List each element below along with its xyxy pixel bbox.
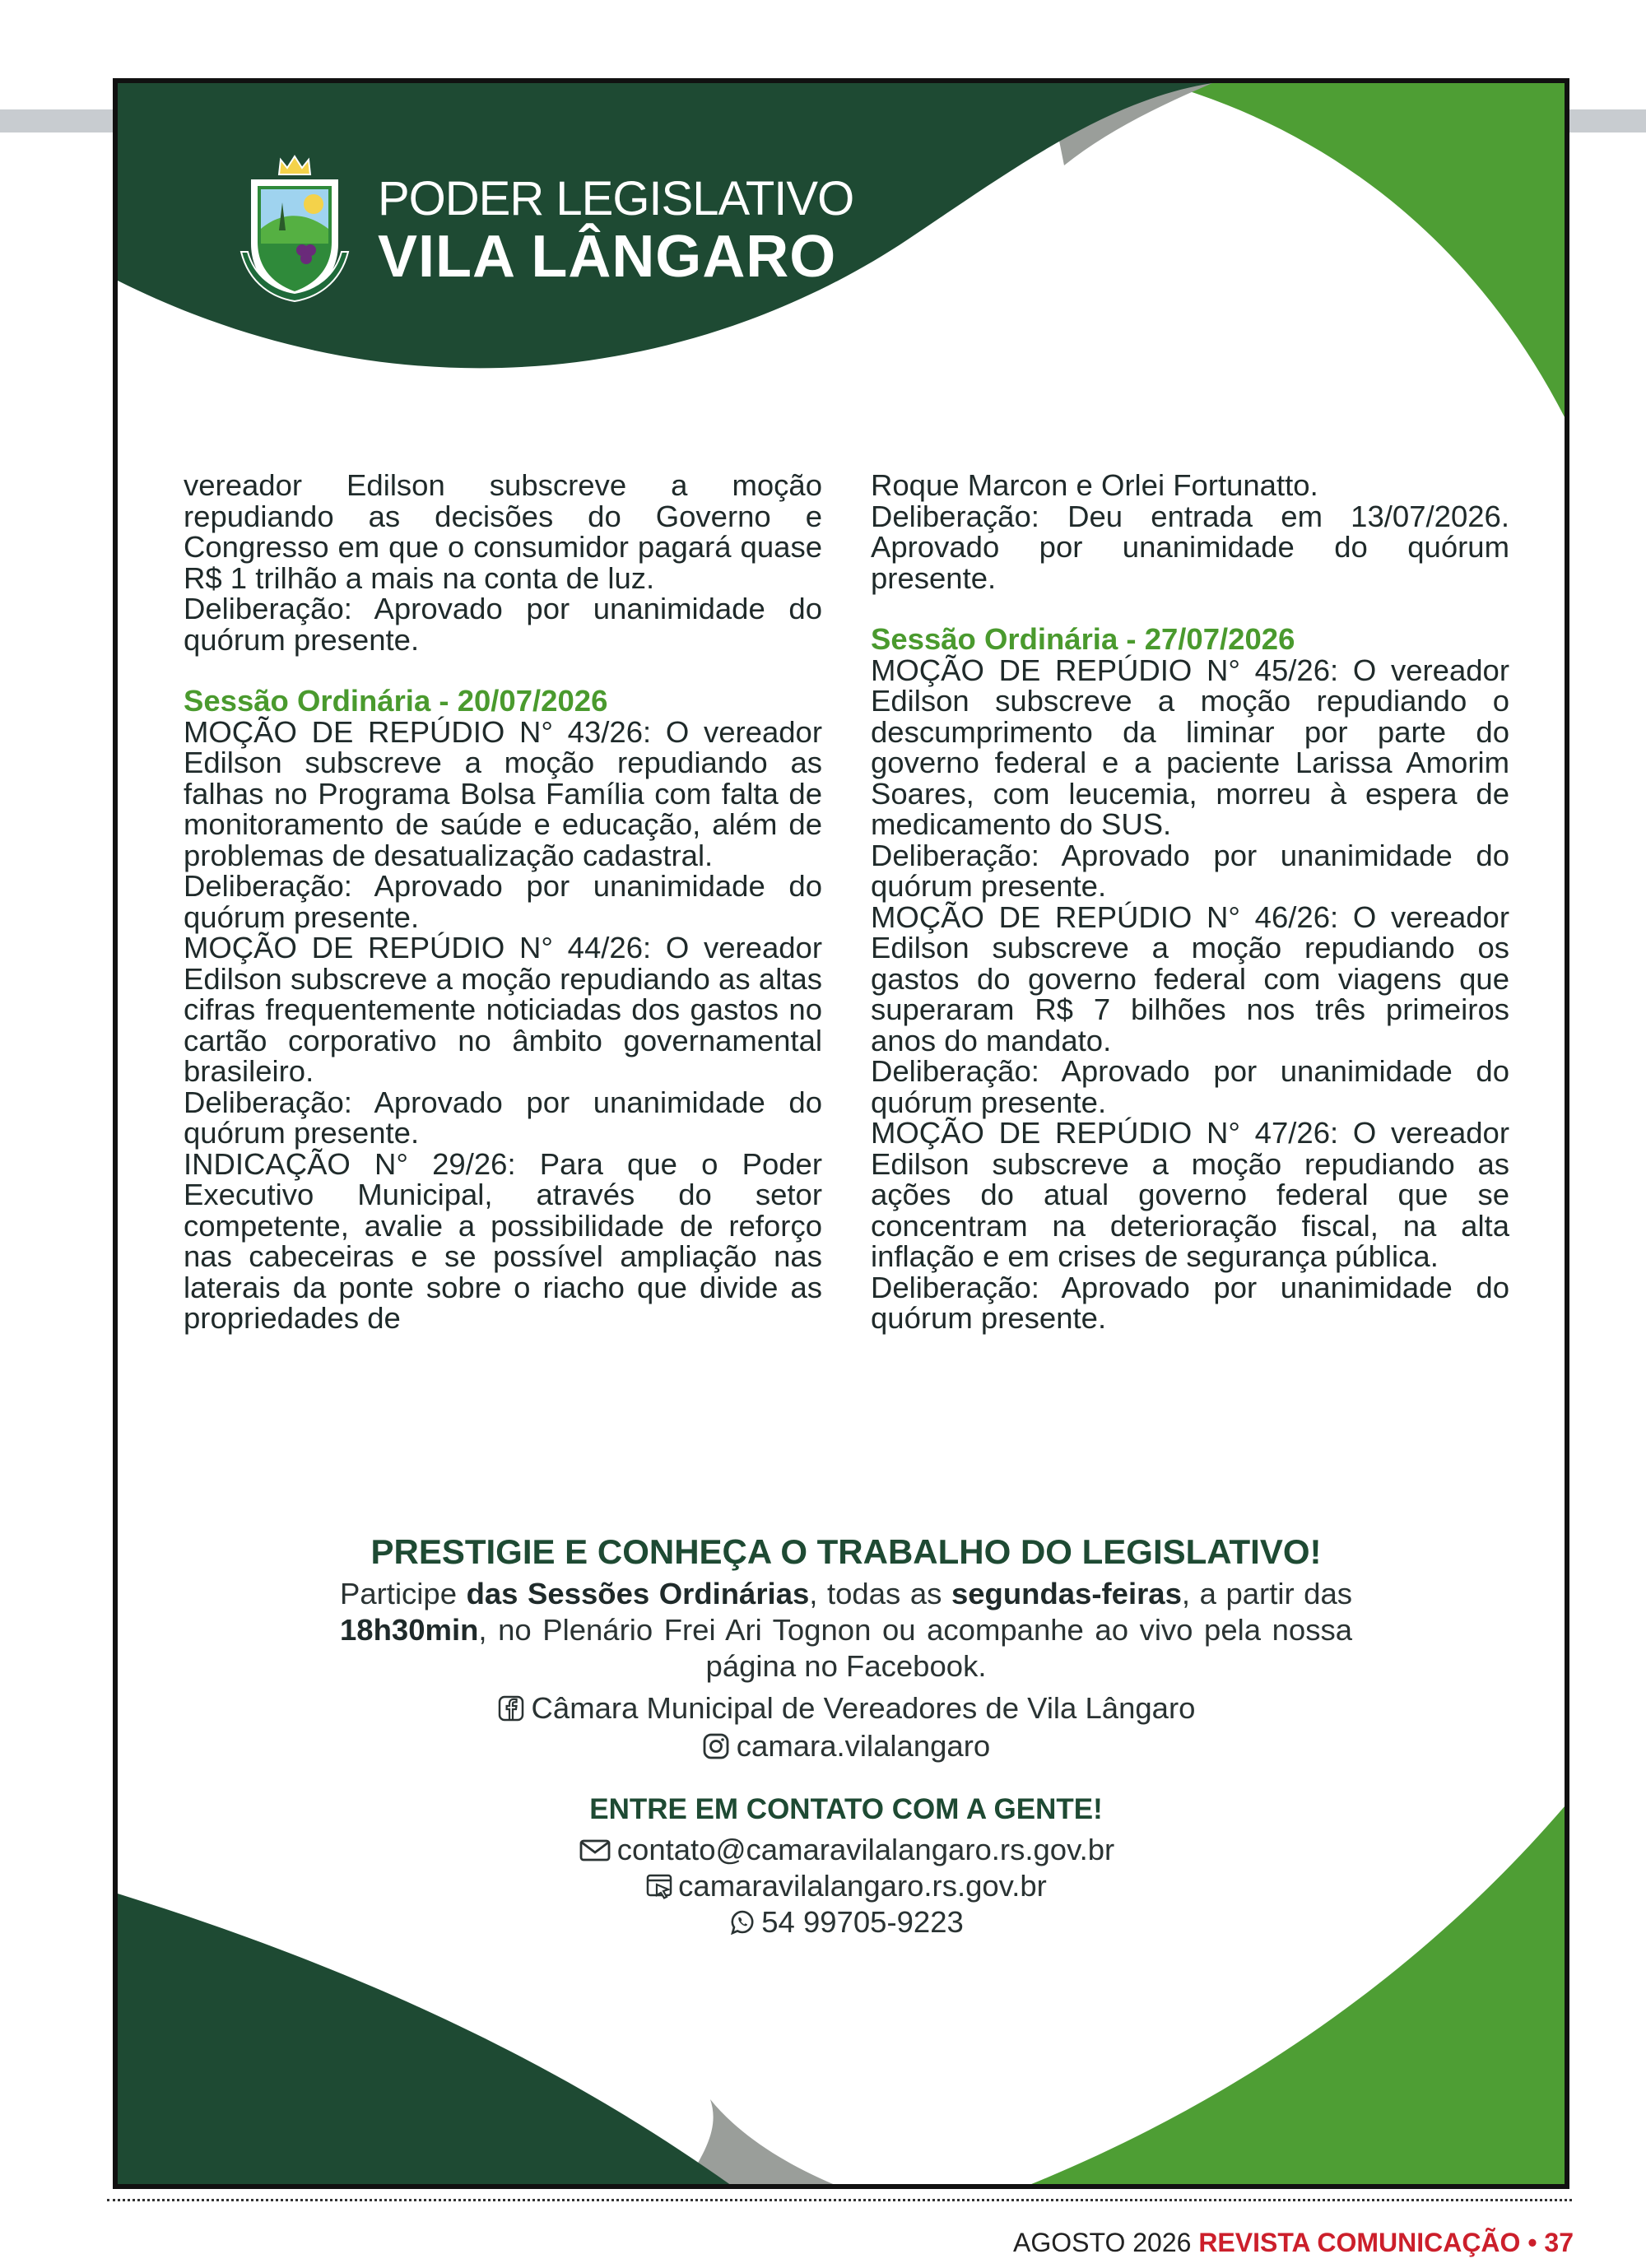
- promo-title: PRESTIGIE E CONHEÇA O TRABALHO DO LEGISLATIVO!: [370, 1532, 1322, 1571]
- header-line2: VILA LÂNGARO: [378, 223, 837, 290]
- right-paragraph-3: MOÇÃO DE REPÚDIO N° 45/26: O vereador Edilson subscreve a moção repudiando o descumprimento da liminar por parte do governo federal e a paciente Larissa Amorim Soares, com leucemia, morreu à espera de medicamento do SUS.: [871, 653, 1509, 841]
- whatsapp-link[interactable]: [249, 1904, 1443, 1940]
- contact-title: ENTRE EM CONTATO COM A GENTE!: [589, 1793, 1103, 1825]
- whatsapp-icon: [728, 1908, 756, 1936]
- footer-divider: [107, 2199, 1572, 2201]
- left-paragraph-2: Deliberação: Aprovado por unanimidade do quórum presente.: [184, 592, 822, 657]
- email-link[interactable]: [249, 1832, 1443, 1868]
- right-paragraph-1: Roque Marcon e Orlei Fortunatto.: [871, 468, 1318, 502]
- right-paragraph-5: MOÇÃO DE REPÚDIO N° 46/26: O vereador Edilson subscreve a moção repudiando os gastos do governo federal com viagens que superaram R$ 7 bilhões nos três primeiros anos do mandato.: [871, 899, 1509, 1057]
- footer-bullet: •: [1527, 2228, 1537, 2257]
- footer-magazine: REVISTA COMUNICAÇÃO: [1198, 2228, 1521, 2257]
- website-link[interactable]: [249, 1868, 1443, 1904]
- email-label: contato@camaravilalangaro.rs.gov.br: [616, 1833, 1115, 1866]
- page-number: 37: [1544, 2228, 1574, 2257]
- instagram-label: camara.vilalangaro: [736, 1729, 991, 1763]
- right-column: [871, 470, 1509, 1334]
- session-heading-20-07: Sessão Ordinária - 20/07/2026: [184, 684, 608, 718]
- facebook-link[interactable]: [249, 1689, 1443, 1727]
- left-paragraph-1: vereador Edilson subscreve a moção repudiando as decisões do Governo e Congresso em que o consumidor pagará quase R$ 1 trilhão a mais na conta de luz.: [184, 468, 822, 595]
- instagram-icon: [702, 1732, 730, 1760]
- right-paragraph-7: MOÇÃO DE REPÚDIO N° 47/26: O vereador Edilson subscreve a moção repudiando as ações do atual governo federal que se concentram na deterioração fiscal, na alta inflação e em crises de segurança pública.: [871, 1116, 1509, 1273]
- page-frame: [113, 78, 1569, 2189]
- contact-section: [249, 1791, 1443, 1940]
- left-column: [184, 470, 822, 1334]
- page-footer: [1013, 2226, 1574, 2259]
- promo-text: Participe das Sessões Ordinárias, todas as segundas-feiras, a partir das 18h30min, no Plenário Frei Ari Tognon ou acompanhe ao vivo pela nossa página no Facebook.: [340, 1577, 1353, 1683]
- right-gray-bar: [1568, 109, 1646, 132]
- website-label: camaravilalangaro.rs.gov.br: [678, 1869, 1047, 1903]
- left-gray-bar: [0, 109, 115, 132]
- email-icon: [578, 1836, 612, 1864]
- instagram-link[interactable]: [249, 1727, 1443, 1765]
- left-paragraph-6: Deliberação: Aprovado por unanimidade do quórum presente.: [184, 1085, 822, 1150]
- header-brand: [233, 153, 853, 305]
- right-paragraph-8: Deliberação: Aprovado por unanimidade do quórum presente.: [871, 1270, 1509, 1335]
- facebook-icon: [497, 1694, 525, 1722]
- website-icon: [645, 1872, 673, 1900]
- right-paragraph-2: Deliberação: Deu entrada em 13/07/2026. Aprovado por unanimidade do quórum presente.: [871, 499, 1509, 595]
- left-paragraph-3: MOÇÃO DE REPÚDIO N° 43/26: O vereador Edilson subscreve a moção repudiando as falhas no Programa Bolsa Família com falta de monitoramento de saúde e educação, além de problemas de desatualização cadastral.: [184, 714, 822, 872]
- municipal-crest-icon: [233, 153, 356, 305]
- right-paragraph-6: Deliberação: Aprovado por unanimidade do quórum presente.: [871, 1054, 1509, 1119]
- promo-section: [249, 1531, 1443, 1765]
- session-heading-27-07: Sessão Ordinária - 27/07/2026: [871, 622, 1295, 656]
- left-paragraph-4: Deliberação: Aprovado por unanimidade do quórum presente.: [184, 869, 822, 934]
- left-paragraph-5: MOÇÃO DE REPÚDIO N° 44/26: O vereador Edilson subscreve a moção repudiando as altas cifras frequentemente noticiadas dos gastos no cartão corporativo no âmbito governamental brasileiro.: [184, 931, 822, 1088]
- phone-label: 54 99705-9223: [761, 1905, 964, 1939]
- header-line1: PODER LEGISLATIVO: [378, 171, 854, 225]
- footer-date: AGOSTO 2026: [1013, 2228, 1192, 2257]
- left-paragraph-7: INDICAÇÃO N° 29/26: Para que o Poder Executivo Municipal, através do setor competente, avalie a possibilidade de reforço nas cabeceiras e se possível ampliação nas laterais da ponte sobre o riacho que divide as propriedades de: [184, 1146, 822, 1335]
- right-paragraph-4: Deliberação: Aprovado por unanimidade do quórum presente.: [871, 838, 1509, 903]
- facebook-label: Câmara Municipal de Vereadores de Vila Lângaro: [531, 1691, 1196, 1725]
